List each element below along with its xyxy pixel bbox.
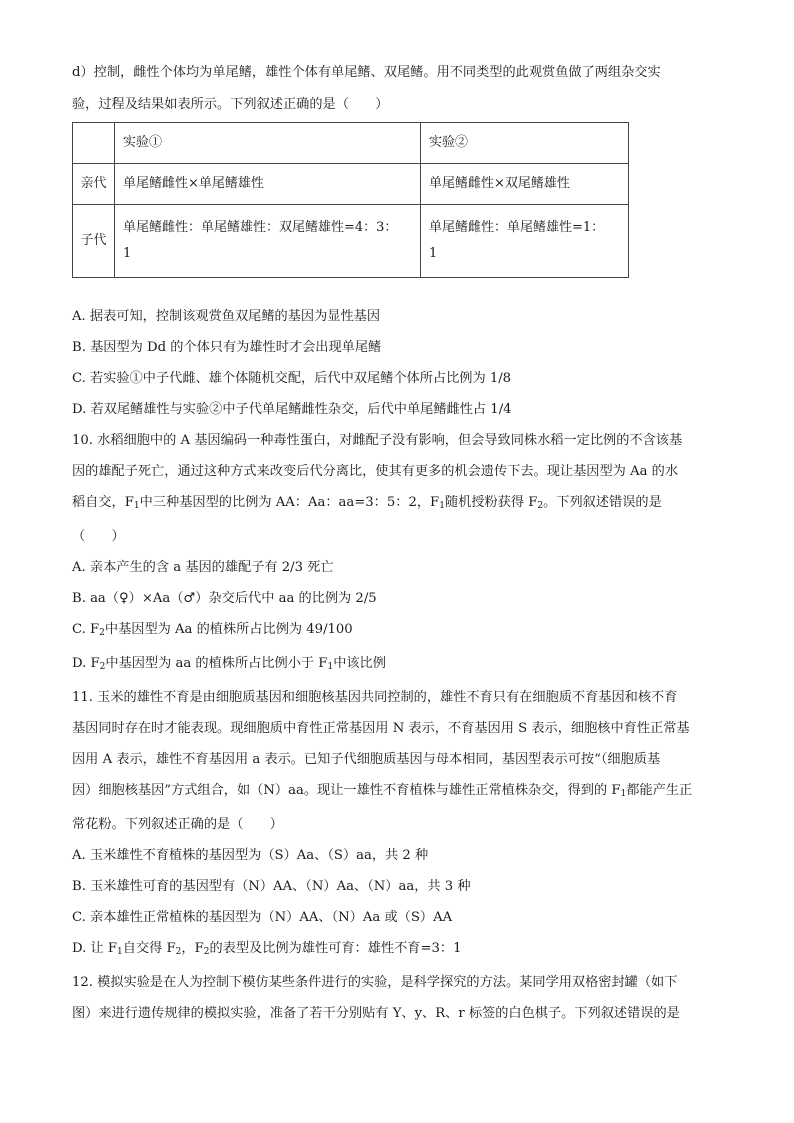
q11-stem-line-3: 因用 A 表示，雄性不育基因用 a 表示。已知子代细胞质基因与母本相同，基因型表示可按“（细胞质基 bbox=[72, 752, 661, 767]
q10-stem-line-3: 稻自交，$F_1$中三种基因型的比例为 AA：Aa：aa=3：5：2，$F_1$随机授粉获得 $F_2$。下列叙述错误的是 bbox=[72, 495, 662, 511]
q11-option-d: D. 让 $F_1$自交得 $F_2$，$F_2$的表型及比例为雄性可育：雄性不育=3：1 bbox=[72, 941, 462, 957]
cell-offspring-exp2-line2: 1 bbox=[429, 246, 438, 261]
document-page bbox=[72, 64, 722, 1023]
q11-stem-line-2: 基因同时存在时才能表现。现细胞质中育性正常基因用 N 表示，不育基因用 S 表示，细胞核中育性正常基 bbox=[72, 721, 690, 736]
q9-intro-line-1: d）控制，雌性个体均为单尾鳍，雄性个体有单尾鳍、双尾鳍。用不同类型的此观赏鱼做了两组杂交实 bbox=[72, 65, 661, 80]
table-row-offspring bbox=[73, 205, 629, 278]
table-header-exp2: 实验② bbox=[421, 123, 629, 164]
q9-option-a: A. 据表可知，控制该观赏鱼双尾鳍的基因为显性基因 bbox=[72, 309, 381, 324]
q10-option-d: D. $F_2$中基因型为 aa 的植株所占比例小于 $F_1$中该比例 bbox=[72, 656, 386, 672]
q11-option-b: B. 玉米雄性可育的基因型有（N）AA、（N）Aa、（N）aa，共 3 种 bbox=[72, 879, 471, 894]
q9-option-b: B. 基因型为 Dd 的个体只有为雄性时才会出现单尾鳍 bbox=[72, 340, 382, 355]
cell-offspring-exp2-line1: 单尾鳍雌性：单尾鳍雄性=1： bbox=[429, 220, 605, 235]
row-label-parents: 亲代 bbox=[73, 164, 115, 205]
question-11 bbox=[72, 689, 722, 961]
q11-option-c: C. 亲本雄性正常植株的基因型为（N）AA、（N）Aa 或（S）AA bbox=[72, 910, 453, 925]
cell-offspring-exp2 bbox=[421, 205, 629, 278]
cell-offspring-exp1-line2: 1 bbox=[123, 246, 132, 261]
cell-offspring-exp1-line1: 单尾鳍雌性：单尾鳍雄性：双尾鳍雄性=4：3： bbox=[123, 220, 398, 235]
q10-stem-line-4: （ ） bbox=[72, 529, 125, 544]
q12-stem-line-1: 12. 模拟实验是在人为控制下模仿某些条件进行的实验，是科学探究的方法。某同学用双格密封罐（如下 bbox=[72, 975, 678, 990]
q11-stem-line-4: 因）细胞核基因”方式组合，如（N）aa。现让一雄性不育植株与雄性正常植株杂交，得到的 $F_1$都能产生正 bbox=[72, 783, 693, 799]
q9-option-c: C. 若实验①中子代雌、雄个体随机交配，后代中双尾鳍个体所占比例为 1/8 bbox=[72, 371, 512, 386]
q11-stem-line-1: 11. 玉米的雄性不育是由细胞质基因和细胞核基因共同控制的，雄性不育只有在细胞质不育基因和核不育 bbox=[72, 690, 678, 705]
q9-option-d: D. 若双尾鳍雄性与实验②中子代单尾鳍雌性杂交，后代中单尾鳍雌性占 1/4 bbox=[72, 402, 512, 417]
table-header-cell-empty bbox=[73, 123, 115, 164]
question-10 bbox=[72, 432, 722, 676]
q12-stem-line-2: 图）来进行遗传规律的模拟实验，准备了若干分别贴有 Y、y、R、r 标签的白色棋子。下列叙述错误的是 bbox=[72, 1006, 680, 1021]
q10-option-b: B. aa（♀）×Aa（♂）杂交后代中 aa 的比例为 2/5 bbox=[72, 591, 377, 606]
table-row-parents bbox=[73, 164, 629, 205]
question-12 bbox=[72, 974, 722, 1023]
row-label-offspring: 子代 bbox=[73, 205, 115, 278]
q10-stem-line-1: 10. 水稻细胞中的 A 基因编码一种毒性蛋白，对雌配子没有影响，但会导致同株水稻一定比例的不含该基 bbox=[72, 433, 683, 448]
cell-offspring-exp1 bbox=[115, 205, 421, 278]
table-header-row bbox=[73, 123, 629, 164]
q9-intro-line-2: 验，过程及结果如表所示。下列叙述正确的是（ ） bbox=[72, 97, 389, 112]
question-9 bbox=[72, 64, 722, 419]
q11-stem-line-5: 常花粉。下列叙述正确的是（ ） bbox=[72, 817, 283, 832]
q10-stem-line-2: 因的雄配子死亡，通过这种方式来改变后代分离比，使其有更多的机会遗传下去。现让基因型为 Aa 的水 bbox=[72, 464, 679, 479]
cell-parents-exp2: 单尾鳍雌性×双尾鳍雄性 bbox=[421, 164, 629, 205]
table-header-exp1: 实验① bbox=[115, 123, 421, 164]
q10-option-a: A. 亲本产生的含 a 基因的雄配子有 2/3 死亡 bbox=[72, 560, 334, 575]
experiment-table bbox=[72, 122, 629, 278]
q10-option-c: C. $F_2$中基因型为 Aa 的植株所占比例为 49/100 bbox=[72, 622, 353, 638]
q11-option-a: A. 玉米雄性不育植株的基因型为（S）Aa、（S）aa，共 2 种 bbox=[72, 848, 429, 863]
cell-parents-exp1: 单尾鳍雌性×单尾鳍雄性 bbox=[115, 164, 421, 205]
